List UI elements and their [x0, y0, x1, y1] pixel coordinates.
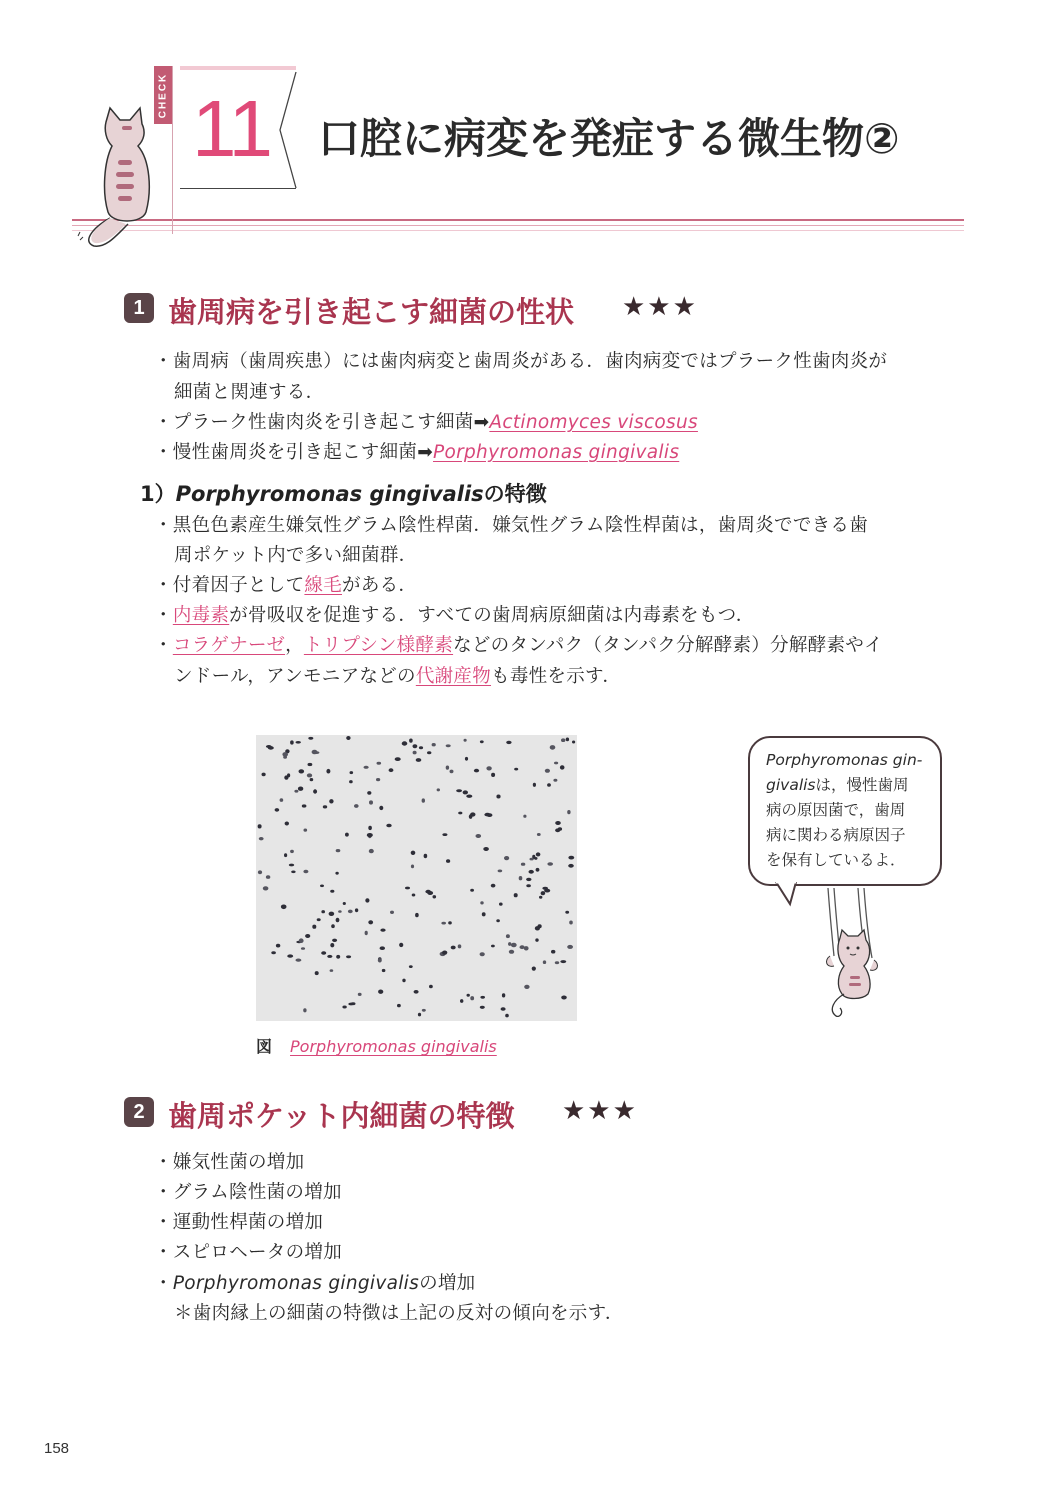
bacterium-dot [476, 834, 482, 838]
sub-line-2: 周ポケット内で多い細菌群． [174, 545, 418, 566]
bacterium-dot [287, 954, 293, 957]
bacterium-dot [296, 959, 302, 962]
bacterium-dot [262, 773, 266, 777]
bacterium-dot [520, 945, 525, 949]
bacterium-dot [307, 773, 312, 777]
bacterium-dot [312, 925, 316, 929]
bacterium-dot [448, 921, 452, 924]
bacterium-dot [545, 769, 550, 773]
bacterium-dot [320, 885, 324, 888]
bacterium-dot [282, 752, 288, 757]
bacterium-dot [369, 800, 373, 804]
bacterium-dot [313, 789, 317, 793]
bacterium-dot [555, 961, 559, 964]
bacterium-dot [542, 887, 548, 890]
bacterium-dot [463, 790, 468, 794]
s1-bullet-2: ・プラーク性歯肉炎を引き起こす細菌➡Actinomyces viscosus [154, 412, 698, 433]
bacterium-dot [446, 766, 449, 770]
bacterium-dot [291, 871, 295, 874]
chapter-title: 口腔に病変を発症する微生物② [318, 114, 900, 163]
term-endotoxin: 内毒素 [172, 605, 230, 626]
s1-bullet-1-line1: ・歯周病（歯周疾患）には歯肉病変と歯周炎がある．歯肉病変ではプラーク性歯肉炎が [154, 351, 888, 372]
bacterium-dot [263, 886, 269, 890]
cat-mascot-icon [70, 100, 170, 250]
sub-line-3: ・付着因子として線毛がある． [154, 575, 418, 596]
bacterium-dot [506, 934, 510, 938]
bacterium-dot [364, 766, 369, 769]
bacterium-dot [367, 833, 373, 837]
bacterium-dot [289, 864, 294, 867]
bacterium-dot [537, 833, 541, 836]
bacterium-dot [330, 943, 334, 947]
bacterium-dot [416, 758, 422, 762]
bacterium-dot [560, 765, 565, 769]
s2-item-1: ・嫌気性菌の増加 [154, 1152, 305, 1173]
bacterium-dot [348, 910, 353, 914]
bacterium-dot [304, 829, 308, 832]
bacterium-dot [390, 911, 394, 914]
bacterium-dot [310, 778, 314, 781]
bacterium-dot [511, 943, 517, 948]
bacterium-dot [331, 924, 335, 928]
bacterium-dot [526, 878, 531, 881]
chevron-bracket-icon [276, 70, 300, 190]
bacterium-dot [346, 955, 351, 958]
bacterium-dot [377, 762, 382, 765]
header-rule-3 [72, 230, 964, 231]
bacterium-dot [308, 737, 313, 740]
bacterium-dot [456, 789, 462, 792]
bacterium-dot [551, 950, 555, 954]
section-1-title: 歯周病を引き起こす細菌の性状 [168, 295, 575, 329]
term-actinomyces: Actinomyces viscosus [489, 412, 698, 433]
bacterium-dot [409, 965, 413, 968]
section-2-stars: ★★★ [562, 1096, 638, 1126]
figure-caption: 図 Porphyromonas gingivalis [256, 1037, 497, 1056]
bacterium-dot [561, 996, 567, 1000]
bacterium-dot [499, 903, 503, 906]
header-divider [172, 66, 173, 234]
bacterium-dot [555, 821, 561, 825]
bacterium-dot [386, 824, 391, 828]
bacterium-dot [415, 913, 419, 917]
bacterium-dot [378, 990, 383, 994]
bacterium-dot [458, 812, 462, 815]
bacterium-dot [303, 1008, 306, 1012]
bacterium-dot [301, 947, 305, 950]
bacterium-dot [553, 779, 557, 782]
bacterium-dot [342, 1006, 346, 1009]
bacterium-dot [470, 812, 475, 816]
bacterium-dot [432, 743, 436, 746]
bacterium-dot [536, 868, 540, 872]
bacterium-dot [330, 969, 334, 972]
bacterium-dot [317, 918, 321, 921]
s2-item-5: ・Porphyromonas gingivalisの増加 [154, 1273, 476, 1294]
bacterium-dot [329, 912, 335, 916]
subsection-heading: 1）Porphyromonas gingivalisの特徴 [140, 482, 547, 506]
bacteria-dots [256, 735, 577, 1021]
bubble-text: Porphyromonas gin- givalisは，慢性歯周 病の原因菌で，歯周 病に関わる病原因子 を保有しているよ． [766, 751, 923, 869]
bacterium-dot [399, 943, 403, 947]
sub-line-4: ・内毒素が骨吸収を促進する．すべての歯周病原細菌は内毒素をもつ． [154, 605, 755, 626]
bacterium-dot [345, 833, 349, 837]
section-1-badge: 1 [124, 293, 154, 323]
bacterium-dot [422, 798, 425, 802]
s2-note: ＊歯肉縁上の細菌の特徴は上記の反対の傾向を示す． [174, 1303, 624, 1324]
bacterium-dot [568, 864, 574, 868]
bacterium-dot [327, 955, 332, 958]
bacterium-dot [514, 893, 518, 897]
bacterium-dot [502, 993, 505, 997]
bacterium-dot [483, 847, 489, 851]
bacterium-dot [567, 945, 573, 949]
bacterium-dot [480, 901, 483, 904]
bacterium-dot [427, 751, 431, 754]
bacterium-dot [441, 922, 446, 925]
bacterium-dot [446, 859, 450, 863]
bacterium-dot [458, 944, 462, 948]
bacterium-dot [281, 905, 287, 910]
bacterium-dot [530, 858, 534, 861]
bacterium-dot [442, 833, 447, 836]
bacterium-dot [329, 799, 333, 803]
bacterium-dot [346, 736, 350, 740]
bacterium-dot [411, 851, 416, 855]
bacterium-dot [519, 876, 523, 880]
bacterium-dot [566, 738, 569, 742]
bacterium-dot [380, 929, 385, 932]
bacterium-dot [498, 870, 503, 873]
bacterium-dot [529, 870, 534, 874]
bacterium-dot [308, 763, 313, 766]
bacterium-dot [323, 805, 327, 808]
bacterium-dot [509, 950, 514, 954]
bacterium-dot [405, 887, 410, 890]
bacterium-dot [303, 870, 308, 874]
bacterium-dot [271, 951, 276, 954]
bacterium-dot [409, 739, 413, 743]
bacterium-dot [258, 870, 262, 874]
bacterium-dot [266, 875, 270, 879]
bacterium-dot [555, 828, 560, 832]
bacterium-dot [539, 896, 542, 899]
bacterium-dot [411, 865, 414, 869]
bacterium-dot [508, 942, 511, 946]
bacterium-dot [464, 739, 467, 742]
bacterium-dot [547, 862, 553, 865]
bacterium-dot [524, 985, 529, 989]
header-rule [72, 219, 964, 221]
bacterium-dot [560, 960, 566, 963]
bacterium-dot [465, 757, 468, 761]
bacterium-dot [284, 853, 287, 857]
bacterium-dot [402, 979, 405, 983]
bacterium-dot [369, 849, 374, 853]
bacterium-dot [335, 872, 338, 875]
bacterium-dot [554, 762, 558, 765]
bacterium-dot [305, 934, 310, 938]
bacterium-dot [280, 798, 284, 802]
bacterium-dot [290, 740, 294, 744]
bacterium-dot [285, 822, 289, 826]
term-collagenase: コラゲナーゼ [172, 635, 286, 656]
bacterium-dot [470, 889, 474, 892]
bacterium-dot [298, 787, 303, 791]
bacterium-dot [338, 910, 342, 913]
bacterium-dot [480, 740, 484, 743]
bacterium-dot [506, 741, 511, 744]
bacterium-dot [484, 813, 490, 817]
s1-bullet-3: ・慢性歯周炎を引き起こす細菌➡Porphyromonas gingivalis [154, 442, 680, 463]
bacterium-dot [350, 771, 354, 774]
bacterium-dot [376, 778, 380, 781]
bacterium-dot [368, 826, 372, 830]
bacterium-dot [422, 1009, 426, 1012]
s2-item-4: ・スピロヘータの増加 [154, 1242, 343, 1263]
bacterium-dot [395, 757, 401, 761]
bacterium-dot [526, 884, 531, 887]
bacterium-dot [451, 946, 456, 950]
chapter-number: 11 [192, 84, 272, 173]
term-porphyromonas: Porphyromonas gingivalis [433, 442, 680, 463]
bacterium-dot [535, 938, 538, 941]
bacterium-dot [536, 852, 541, 856]
bacterium-dot [330, 890, 334, 893]
bacterium-dot [348, 1003, 353, 1006]
bacterium-dot [442, 951, 447, 955]
bacterium-dot [466, 795, 472, 798]
bacterium-dot [315, 971, 319, 975]
bacterium-dot [505, 1014, 509, 1018]
bacterium-dot [389, 768, 394, 772]
bacterium-dot [276, 944, 280, 948]
bacterium-dot [287, 773, 290, 777]
bacterium-dot [355, 908, 358, 912]
bacterium-dot [314, 751, 320, 754]
bacterium-dot [412, 894, 416, 897]
bacterium-dot [413, 744, 418, 748]
bacterium-dot [543, 960, 546, 964]
bacterium-dot [290, 850, 294, 853]
bacterium-dot [294, 790, 298, 793]
bacterium-dot [414, 990, 419, 994]
bacterium-dot [532, 967, 536, 971]
check-label: CHECK [157, 72, 169, 118]
s2-item-2: ・グラム陰性菌の増加 [154, 1182, 342, 1203]
sub-line-5: ・コラゲナーゼ，トリプシン様酵素などのタンパク（タンパク分解酵素）分解酵素やイ [154, 635, 883, 656]
section-2-badge: 2 [124, 1097, 154, 1127]
bacterium-dot [354, 804, 359, 808]
bacterium-dot [259, 837, 264, 840]
bacterium-dot [268, 746, 274, 750]
bacterium-dot [433, 895, 437, 898]
header-rule-2 [72, 225, 964, 226]
bacterium-dot [419, 746, 423, 749]
bacterium-dot [501, 1007, 506, 1011]
bacterium-dot [424, 854, 428, 858]
bacterium-dot [450, 770, 454, 774]
bacterium-dot [427, 891, 433, 895]
bacterium-dot [504, 856, 509, 860]
bacterium-dot [258, 824, 262, 828]
bacterium-dot [467, 994, 470, 997]
bacterium-dot [437, 788, 440, 791]
bacterium-dot [547, 783, 551, 787]
section-1-stars: ★★★ [622, 292, 698, 322]
bacterium-dot [365, 931, 368, 935]
bacterium-dot [446, 744, 451, 747]
term-trypsin-like-enzyme: トリプシン様酵素 [303, 635, 454, 656]
bacterium-dot [533, 783, 536, 787]
bacterium-dot [491, 773, 495, 777]
bacterium-dot [482, 912, 486, 916]
bacterium-dot [480, 952, 485, 956]
bacterium-dot [413, 751, 417, 755]
bacterium-dot [535, 926, 540, 930]
bacterium-dot [572, 741, 575, 744]
bacterium-dot [569, 921, 573, 925]
bacterium-dot [480, 1006, 485, 1009]
bacterium-dot [550, 745, 556, 750]
bacterium-dot [491, 884, 496, 888]
page-number: 158 [44, 1440, 70, 1457]
bacterium-dot [402, 741, 408, 745]
bacterium-dot [336, 955, 340, 959]
bacterium-dot [523, 815, 526, 818]
bacterium-dot [561, 738, 565, 742]
swinging-cat-icon [814, 886, 894, 1022]
bacterium-dot [496, 795, 500, 799]
bacterium-dot [302, 804, 307, 807]
bacterium-dot [418, 1013, 421, 1017]
term-pili: 線毛 [304, 575, 343, 596]
bacterium-dot [567, 810, 570, 814]
bacterium-dot [368, 920, 373, 924]
bacterium-dot [367, 791, 371, 795]
bacterium-dot [296, 741, 301, 744]
bacterium-dot [521, 863, 525, 866]
bacterium-dot [382, 969, 386, 972]
bacterium-dot [343, 902, 346, 905]
bacterium-dot [332, 939, 337, 942]
bacterium-dot [299, 769, 305, 773]
section-2-title: 歯周ポケット内細菌の特徴 [168, 1099, 515, 1133]
sub-line-1: ・黒色色素産生嫌気性グラム陰性桿菌．嫌気性グラム陰性桿菌は，歯周炎でできる歯 [154, 515, 869, 536]
bacterium-dot [349, 780, 353, 783]
bacterium-dot [380, 946, 385, 950]
bacterium-dot [480, 996, 485, 999]
bacterium-dot [365, 898, 369, 902]
sub-line-6: ンドール，アンモニアなどの代謝産物も毒性を示す． [174, 666, 622, 687]
bacterium-dot [460, 999, 463, 1003]
bacterium-dot [275, 808, 280, 812]
bacterium-dot [514, 768, 518, 771]
bubble-tail-icon [770, 880, 810, 910]
bacterium-dot [565, 911, 569, 914]
bacterium-dot [321, 951, 326, 955]
bacterium-dot [470, 996, 474, 1000]
bacterium-dot [358, 993, 362, 996]
bacterium-dot [336, 849, 341, 852]
bacterium-dot [336, 918, 340, 923]
bacterium-dot [379, 806, 383, 810]
bacterium-dot [496, 919, 500, 922]
bacterium-dot [326, 769, 330, 774]
bacterium-dot [491, 945, 495, 948]
bacterium-dot [429, 985, 433, 989]
bacterium-dot [321, 910, 325, 913]
micrograph-image [256, 735, 577, 1021]
s1-bullet-1-line2: 細菌と関連する． [174, 382, 325, 403]
bacterium-dot [299, 938, 304, 943]
bacterium-dot [474, 769, 479, 773]
s2-item-3: ・運動性桿菌の増加 [154, 1212, 324, 1233]
bacterium-dot [541, 891, 546, 895]
bacterium-dot [486, 766, 491, 770]
bacterium-dot [568, 856, 574, 860]
bacterium-dot [397, 1004, 401, 1007]
term-metabolites: 代謝産物 [415, 666, 492, 687]
bacterium-dot [378, 958, 382, 962]
